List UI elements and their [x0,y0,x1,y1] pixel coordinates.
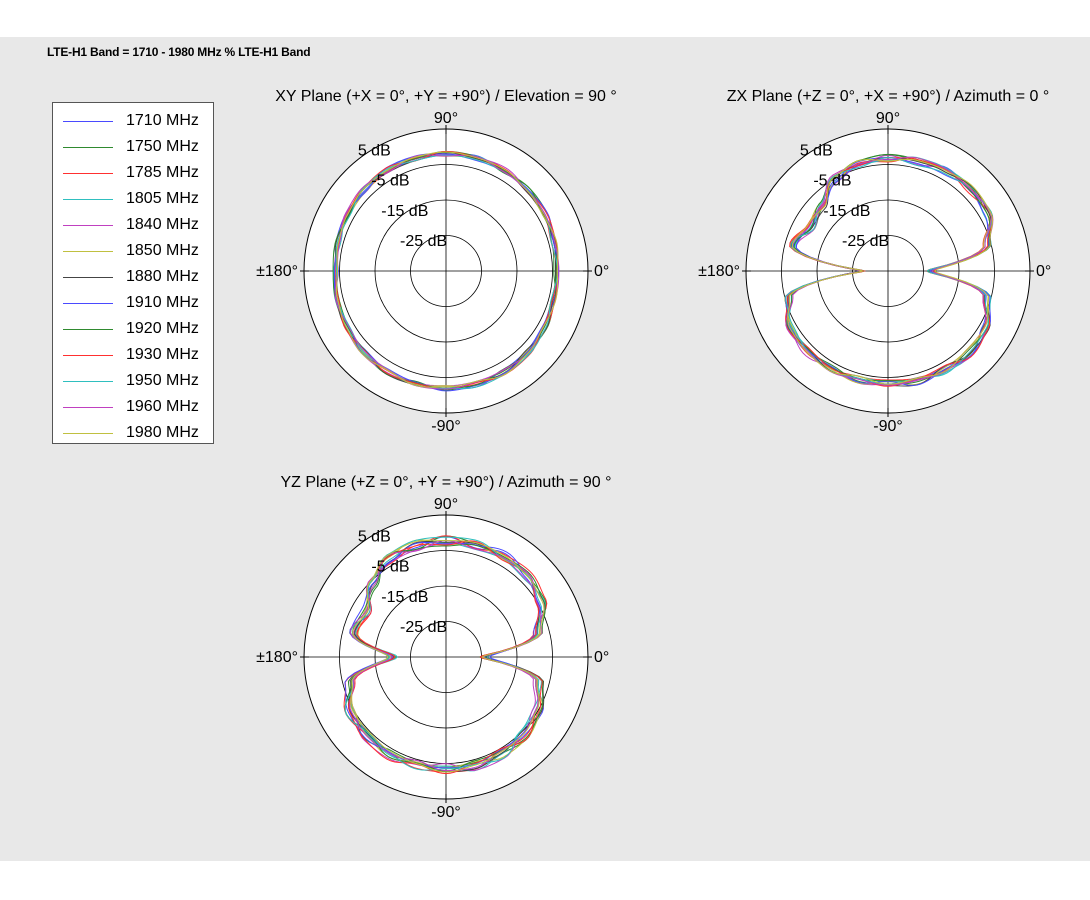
legend-label: 1930 MHz [126,346,199,363]
radial-label: -15 dB [381,588,429,606]
angle-label-bottom: -90° [873,418,903,435]
radial-label: -15 dB [381,202,429,220]
angle-label-top: 90° [433,110,459,127]
legend-label: 1785 MHz [126,164,199,181]
legend-label: 1750 MHz [126,138,199,155]
plot-title: YZ Plane (+Z = 0°, +Y = +90°) / Azimuth = 90 ° [280,474,612,491]
radial-label: 5 dB [799,142,833,160]
legend-label: 1920 MHz [126,320,199,337]
radial-label: -25 dB [400,232,448,250]
legend-label: 1910 MHz [126,294,199,311]
figure-title: LTE-H1 Band = 1710 - 1980 MHz % LTE-H1 Band [47,45,311,59]
radial-label: -25 dB [400,618,448,636]
legend-label: 1950 MHz [126,372,199,389]
radial-label: -25 dB [842,232,890,250]
angle-label-bottom: -90° [431,418,461,435]
legend-label: 1840 MHz [126,216,199,233]
angle-label-bottom: -90° [431,804,461,821]
angle-label-right: 0° [594,649,610,666]
radial-label: -5 dB [371,558,410,576]
angle-label-left: ±180° [256,649,298,666]
radial-label: -5 dB [813,172,852,190]
radial-label: 5 dB [357,142,391,160]
legend-label: 1880 MHz [126,268,199,285]
polar-chart [256,88,617,435]
radial-label: 5 dB [357,528,391,546]
polar-chart [698,88,1051,435]
angle-label-right: 0° [1036,263,1052,280]
angle-label-top: 90° [875,110,901,127]
plot-title: XY Plane (+X = 0°, +Y = +90°) / Elevation = 90 ° [275,88,617,105]
legend-label: 1960 MHz [126,398,199,415]
angle-label-left: ±180° [698,263,740,280]
angle-label-right: 0° [594,263,610,280]
plot-title: ZX Plane (+Z = 0°, +X = +90°) / Azimuth = 0 ° [726,88,1050,105]
legend-label: 1710 MHz [126,112,199,129]
radial-label: -5 dB [371,172,410,190]
radial-label: -15 dB [823,202,871,220]
polar-chart [256,474,611,821]
legend-label: 1850 MHz [126,242,199,259]
angle-label-top: 90° [433,496,459,513]
legend-label: 1980 MHz [126,424,199,441]
angle-label-left: ±180° [256,263,298,280]
legend-label: 1805 MHz [126,190,199,207]
